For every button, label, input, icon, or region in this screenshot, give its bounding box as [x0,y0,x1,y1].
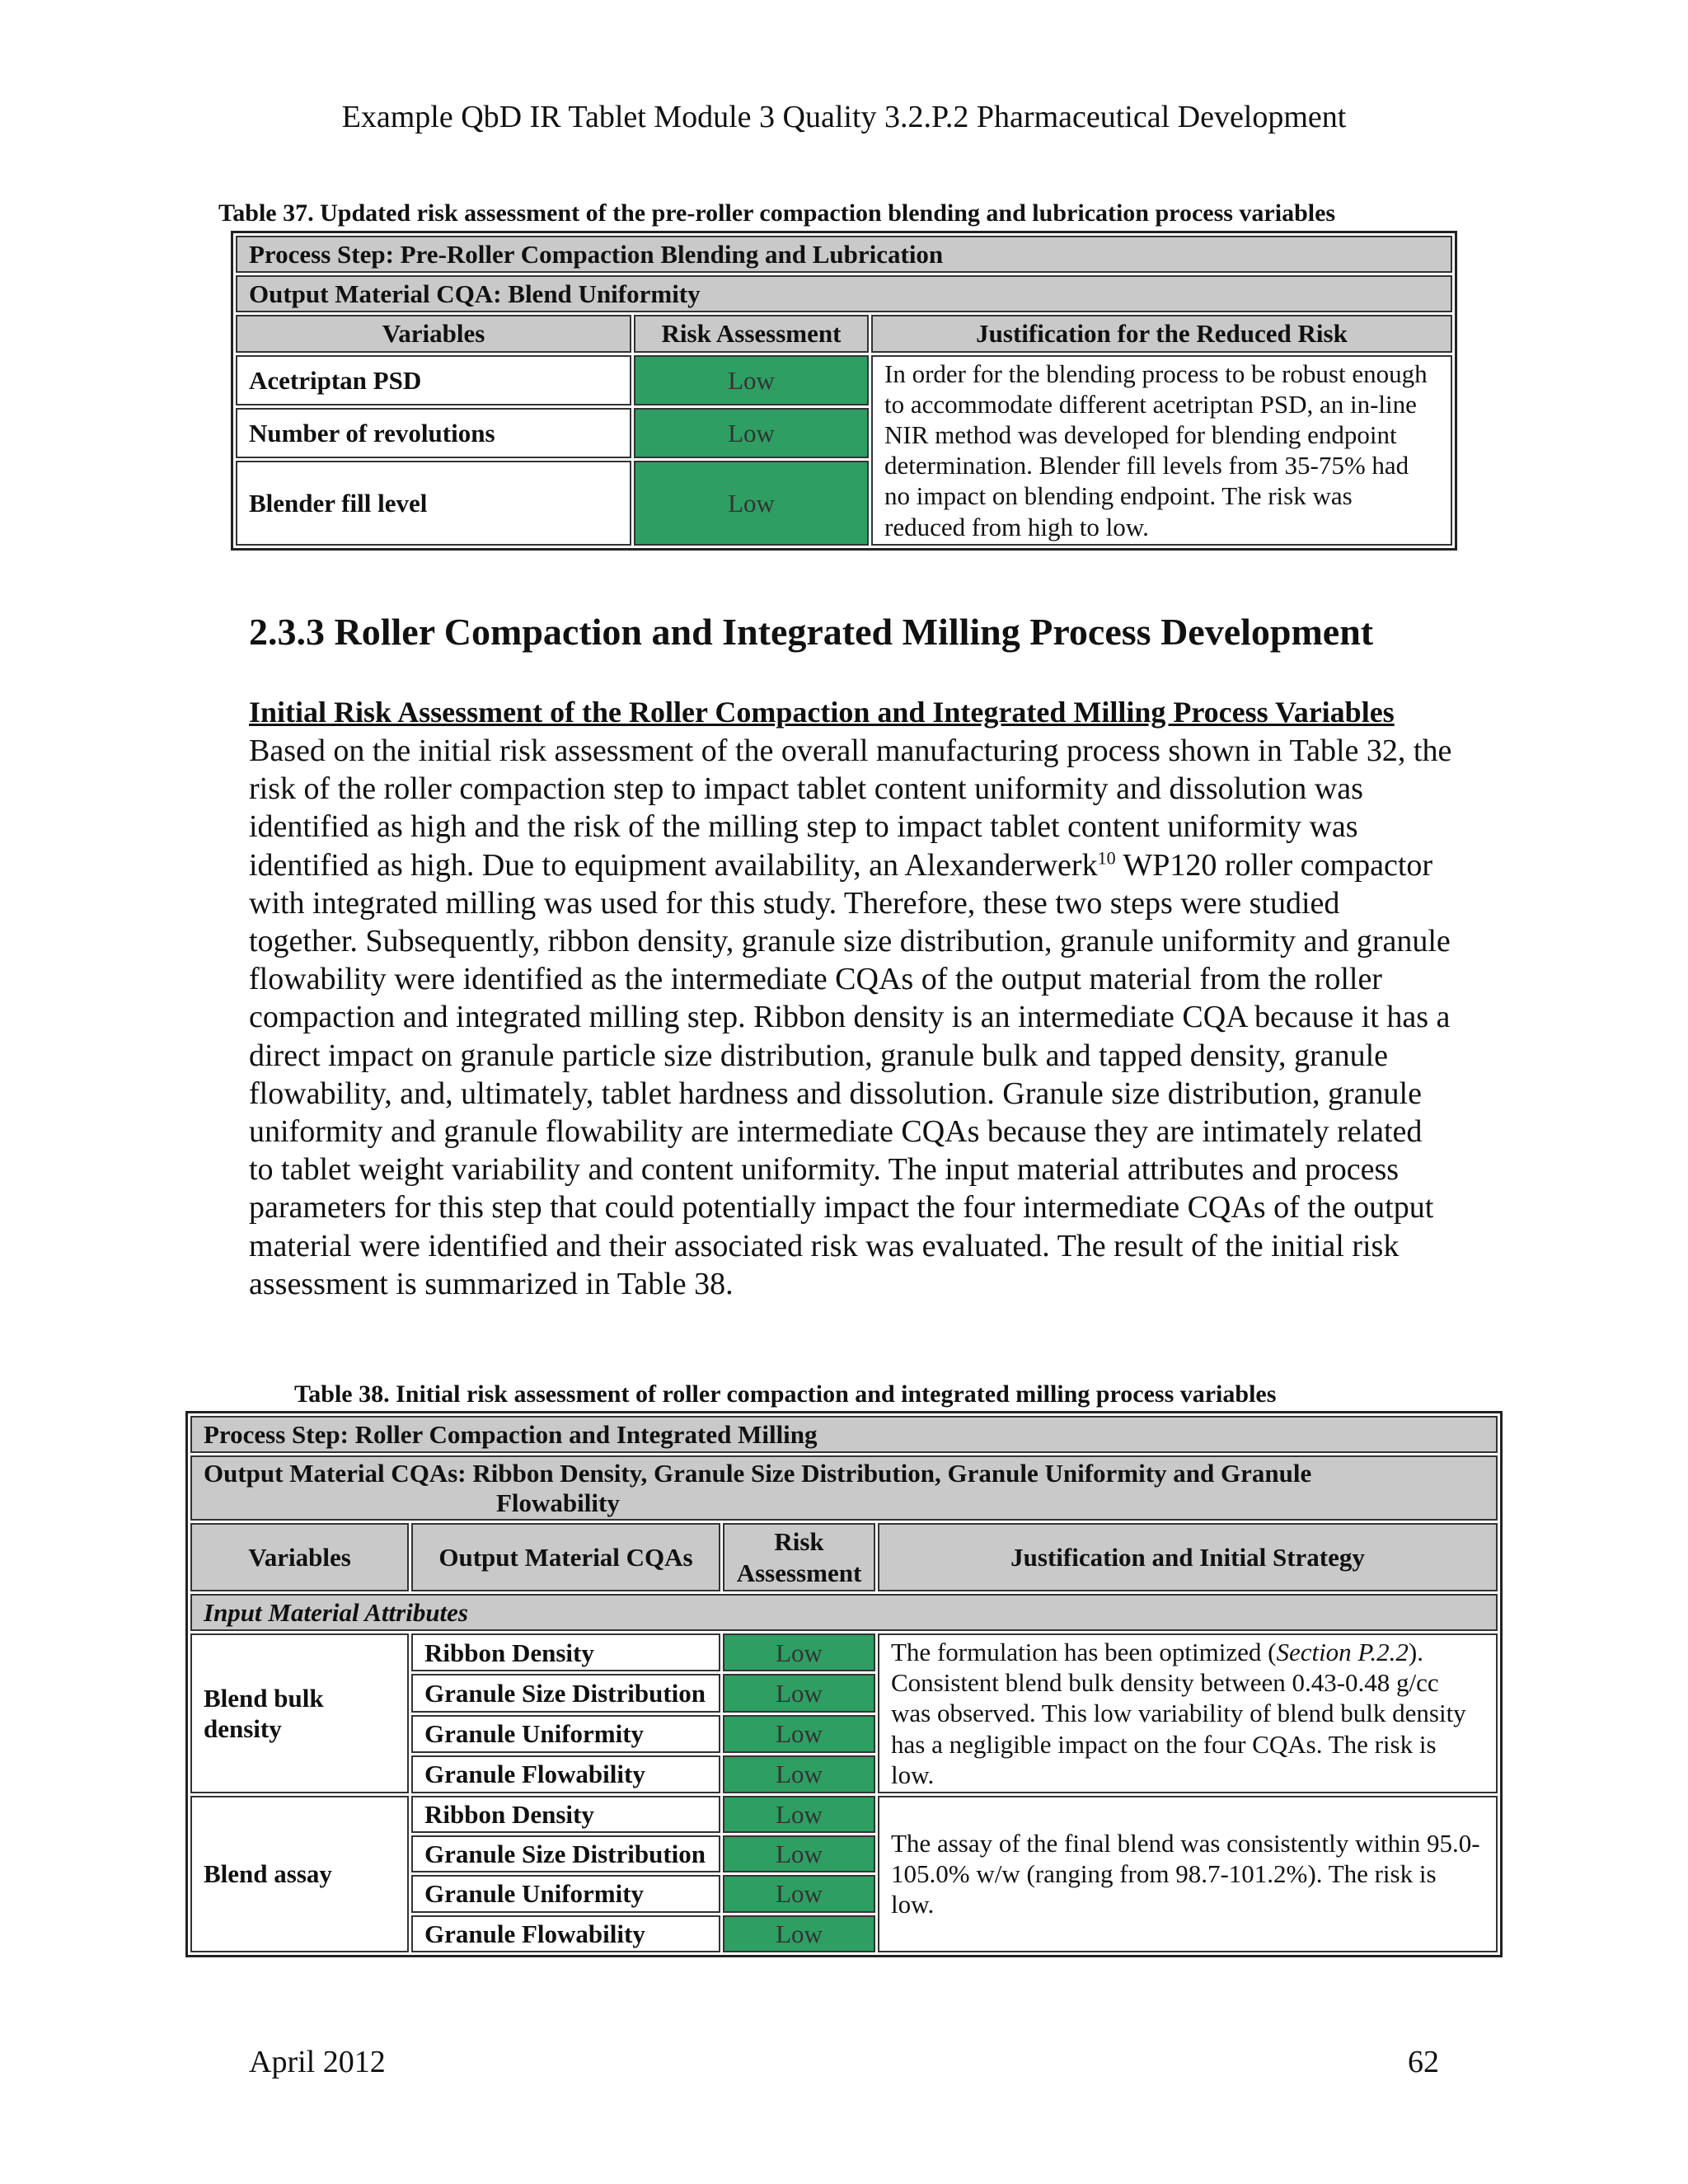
body-text-part1: Based on the initial risk assessment of the overall manufacturing process shown in Table 32, the risk of the roller compaction step to impact tablet content uniformity and dissolution was identified as high and the risk of the milling step to impact tablet content uniformity was identified as high. Due to equipment availability, an Alexanderwerk [249,733,1452,883]
table38-col-risk: Risk Assessment [723,1523,875,1591]
table37-process-step: Process Step: Pre-Roller Compaction Blending and Lubrication [236,236,1452,273]
body-paragraph [249,732,1452,1303]
risk-badge: Low [723,1715,875,1753]
table37-variable: Blender fill level [236,461,631,545]
table38-output-cqas-line1: Output Material CQAs: Ribbon Density, Granule Size Distribution, Granule Uniformity and Granule [204,1459,1312,1488]
table37-output-cqa: Output Material CQA: Blend Uniformity [236,275,1452,312]
table37-col-justification: Justification for the Reduced Risk [871,315,1452,352]
table38-caption: Table 38. Initial risk assessment of roller compaction and integrated milling process variables [294,1380,1277,1408]
table38-cqa: Granule Uniformity [411,1875,720,1912]
table38-justification: The assay of the final blend was consistently within 95.0-105.0% w/w (ranging from 98.7-101.2%). The risk is low. [878,1796,1498,1952]
table38-cqa: Ribbon Density [411,1633,720,1671]
risk-badge: Low [723,1915,875,1952]
table37-col-risk: Risk Assessment [634,315,869,352]
table38-col-justification: Justification and Initial Strategy [878,1523,1498,1591]
table37-variable: Acetriptan PSD [236,355,631,405]
table37-caption: Table 37. Updated risk assessment of the pre-roller compaction blending and lubrication process variables [218,199,1336,227]
risk-badge: Low [723,1674,875,1712]
table38-col-variables: Variables [190,1523,409,1591]
table38-process-step: Process Step: Roller Compaction and Integrated Milling [190,1416,1498,1453]
risk-badge: Low [634,461,869,545]
table38-cqa: Granule Uniformity [411,1715,720,1753]
table38-variable: Blend bulk density [190,1633,409,1793]
risk-badge: Low [723,1835,875,1872]
table37 [231,231,1457,551]
footer-date: April 2012 [249,2045,386,2079]
risk-badge: Low [723,1755,875,1793]
table38-cqa: Ribbon Density [411,1796,720,1833]
risk-badge: Low [723,1633,875,1671]
table38-cqa: Granule Size Distribution [411,1674,720,1712]
table38-col-cqas: Output Material CQAs [411,1523,720,1591]
body-text-part2: WP120 roller compactor with integrated milling was used for this study. Therefore, these two steps were studied together. Subsequently, ribbon density, granule size distribution, granule uniformity and granule flowability were identified as the intermediate CQAs of the output material from the roller compaction and integrated milling step. Ribbon density is an intermediate CQA because it has a direct impact on granule particle size distribution, granule bulk and tapped density, granule flowability, and, ultimately, tablet hardness and dissolution. Granule size distribution, granule uniformity and granule flowability are intermediate CQAs because they are intimately related to tablet weight variability and content uniformity. The input material attributes and process parameters for this step that could potentially impact the four intermediate CQAs of the output material were identified and their associated risk was evaluated. The result of the initial risk assessment is summarized in Table 38. [249,847,1451,1301]
risk-badge: Low [634,355,869,405]
table38-output-cqas [190,1455,1498,1521]
table38 [185,1411,1503,1957]
table37-col-variables: Variables [236,315,631,352]
risk-badge: Low [723,1875,875,1912]
risk-badge: Low [634,408,869,458]
section-reference: Section P.2.2 [1276,1638,1409,1667]
table38-variable: Blend assay [190,1796,409,1952]
section-subheading: Initial Risk Assessment of the Roller Compaction and Integrated Milling Process Variables [249,696,1395,729]
table37-variable: Number of revolutions [236,408,631,458]
risk-badge: Low [723,1796,875,1833]
section-title: 2.3.3 Roller Compaction and Integrated Milling Process Development [249,611,1374,653]
table38-cqa: Granule Flowability [411,1755,720,1793]
table38-justification [878,1633,1498,1793]
page-number: 62 [1408,2045,1439,2079]
table38-group-label: Input Material Attributes [190,1594,1498,1631]
table38-cqa: Granule Flowability [411,1915,720,1952]
table38-output-cqas-line2: Flowability [496,1488,620,1517]
table38-cqa: Granule Size Distribution [411,1835,720,1872]
running-header: Example QbD IR Tablet Module 3 Quality 3.2.P.2 Pharmaceutical Development [341,100,1347,134]
justification-text: The formulation has been optimized ( [891,1638,1277,1667]
table37-justification: In order for the blending process to be robust enough to accommodate different acetriptan PSD, an in-line NIR method was developed for blending endpoint determination. Blender fill levels from 35-75% had no impact on blending endpoint. The risk was reduced from high to low. [871,355,1452,546]
justification-text: ). Consistent blend bulk density between 0.43-0.48 g/cc was observed. This low variability of blend bulk density has a negligible impact on the four CQAs. The risk is low. [891,1638,1466,1789]
footnote-ref: 10 [1097,846,1116,868]
